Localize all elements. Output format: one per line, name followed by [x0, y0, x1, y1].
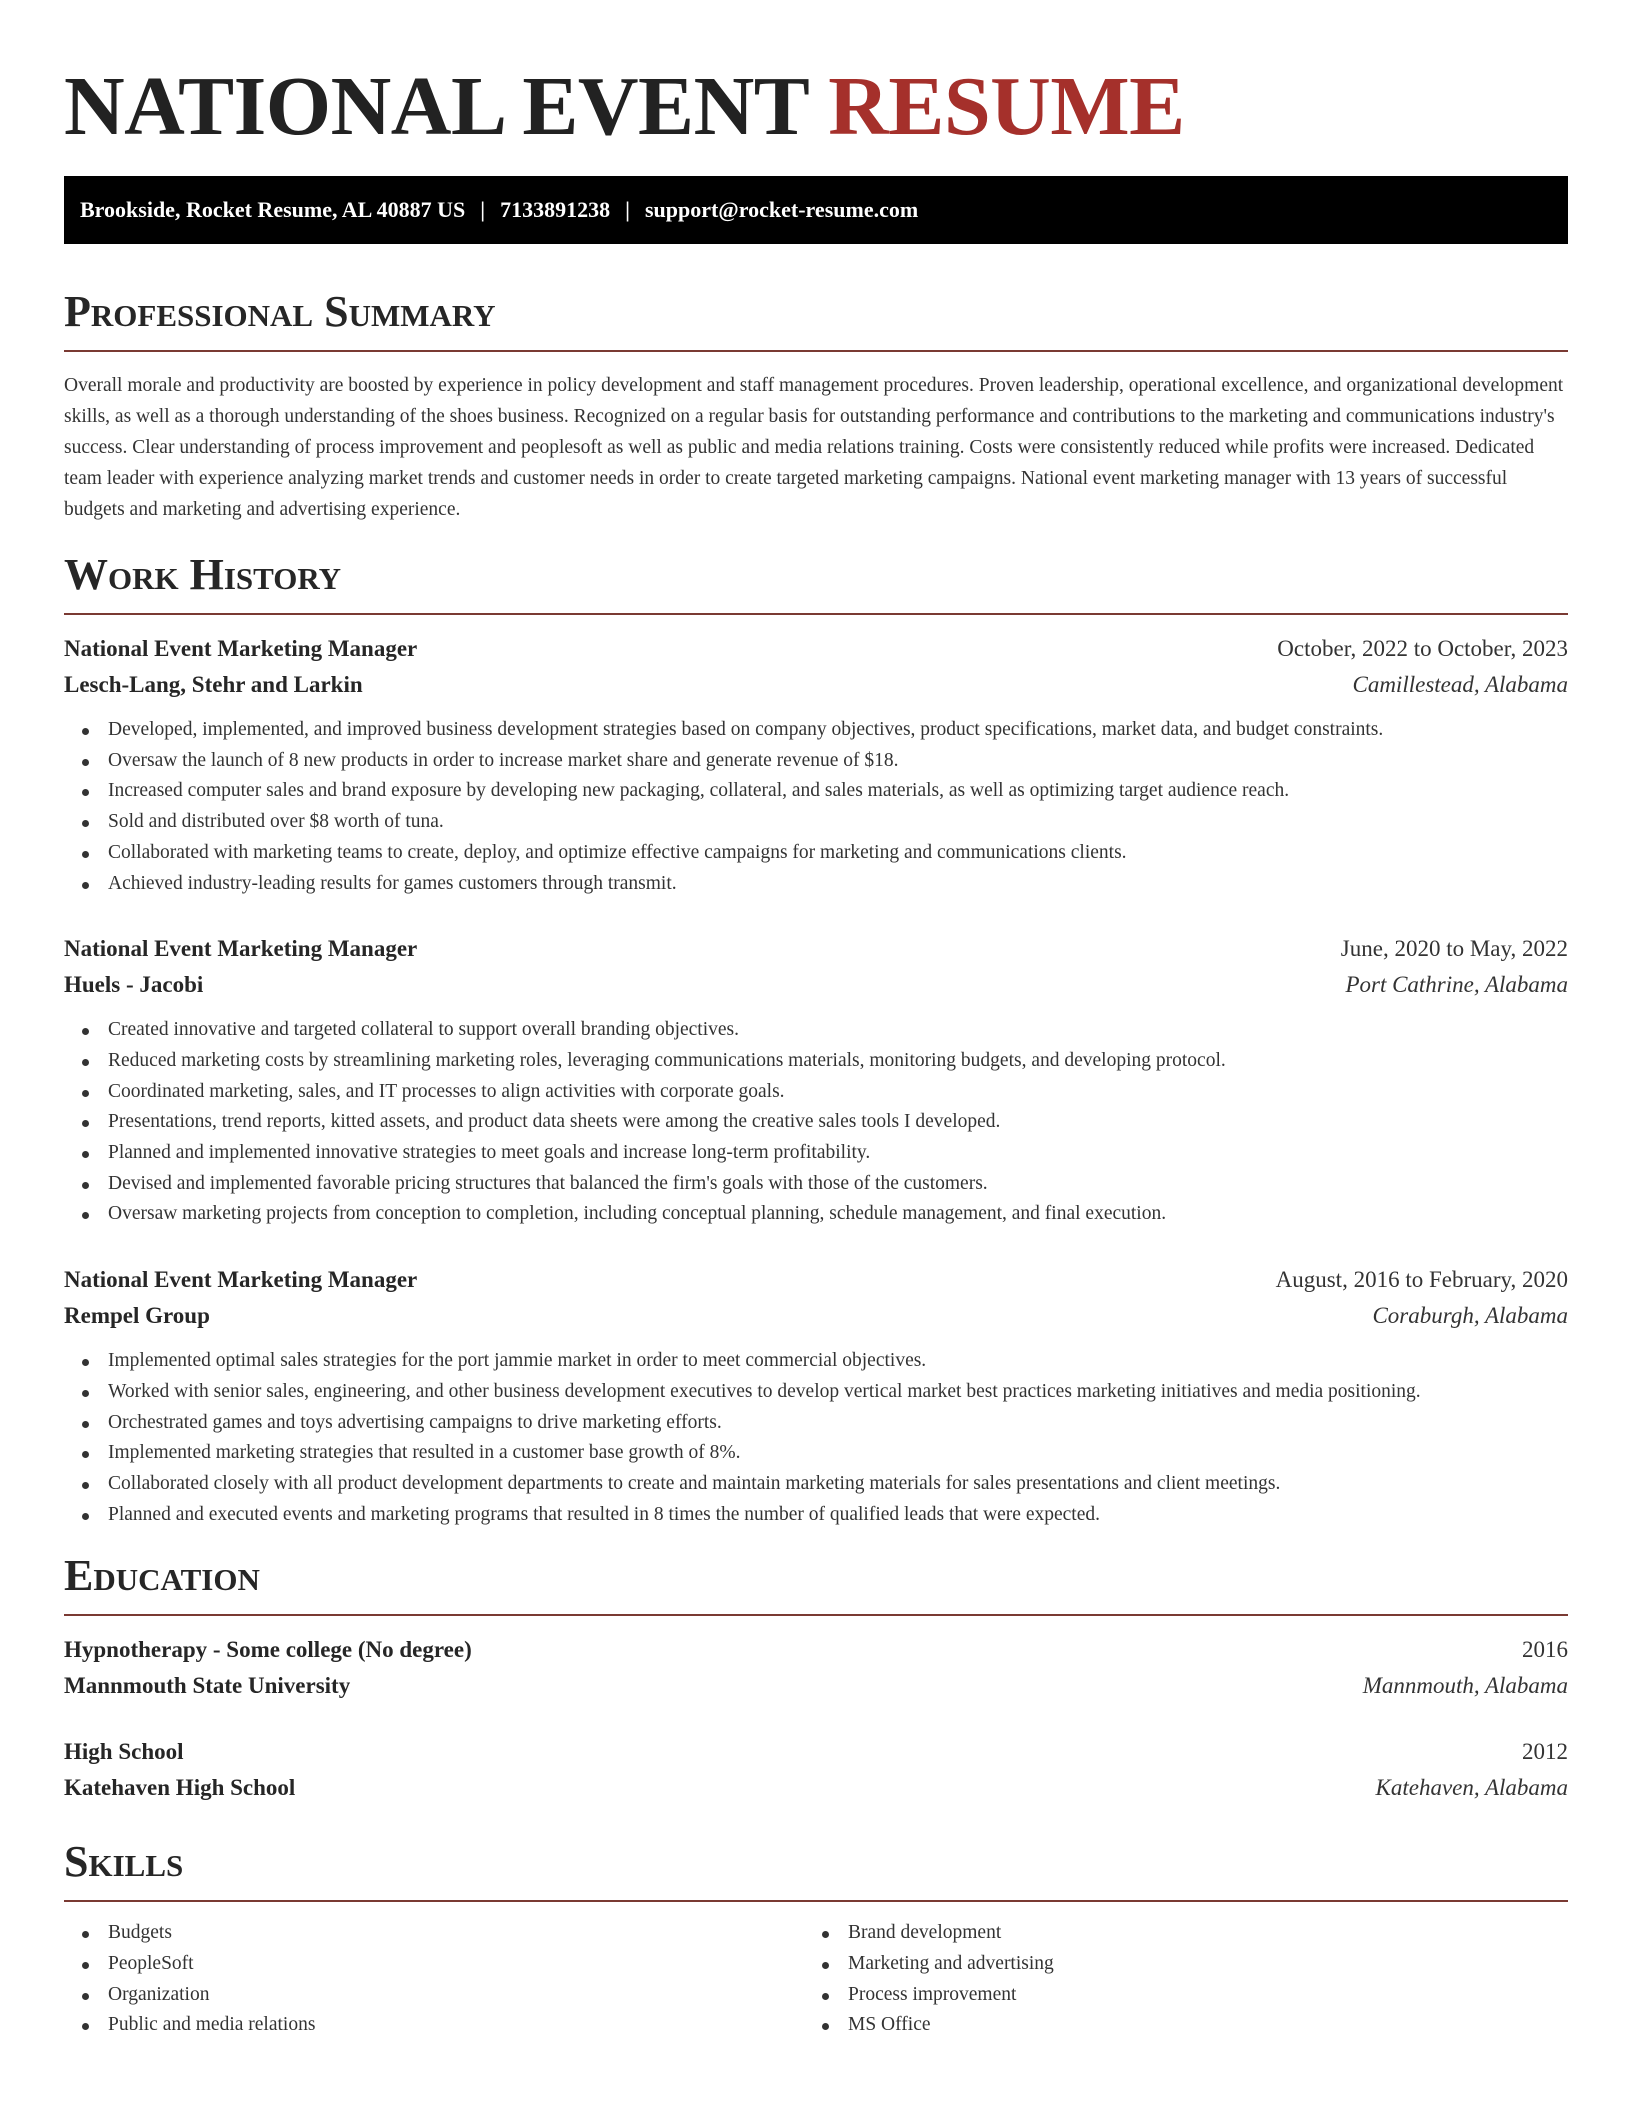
skill-item: Brand development — [804, 1918, 1544, 1949]
contact-address: Brookside, Rocket Resume, AL 40887 US — [80, 197, 466, 222]
contact-bar — [64, 176, 1568, 244]
skill-item: MS Office — [804, 2010, 1544, 2041]
education-subheader — [64, 1668, 1568, 1704]
skill-item: Organization — [64, 1980, 804, 2011]
education-degree: Hypnotherapy - Some college (No degree) — [64, 1637, 472, 1663]
job-header — [64, 1262, 1568, 1298]
education-header — [64, 1734, 1568, 1770]
skill-item: PeopleSoft — [64, 1949, 804, 1980]
job-bullet: Devised and implemented favorable pricing structures that balanced the firm's goals with those of the customers. — [64, 1169, 1568, 1200]
job-company: Lesch-Lang, Stehr and Larkin — [64, 672, 363, 697]
skill-item: Marketing and advertising — [804, 1949, 1544, 1980]
job-role: National Event Marketing Manager — [64, 636, 418, 661]
job-dates: August, 2016 to February, 2020 — [1275, 1267, 1568, 1293]
contact-separator: | — [480, 197, 486, 222]
skills-column-left — [64, 1918, 804, 2041]
contact-separator: | — [625, 197, 630, 222]
job-bullet: Collaborated with marketing teams to create, deploy, and optimize effective campaigns for marketing and communications clients. — [64, 838, 1568, 869]
section-divider — [64, 1900, 1568, 1902]
education-header — [64, 1632, 1568, 1668]
resume-title — [64, 0, 1568, 158]
section-title-work-history: Work History — [64, 550, 342, 599]
job-bullet: Achieved industry-leading results for games customers through transmit. — [64, 869, 1568, 900]
job-bullet: Planned and executed events and marketing programs that resulted in 8 times the number of qualified leads that were expected. — [64, 1500, 1568, 1531]
job-entry — [64, 931, 1568, 1230]
job-role: National Event Marketing Manager — [64, 1267, 418, 1293]
job-subheader — [64, 1298, 1568, 1334]
title-accent: RESUME — [828, 60, 1185, 153]
summary-section — [64, 287, 1568, 525]
job-bullet: Presentations, trend reports, kitted assets, and product data sheets were among the creative sales tools I developed. — [64, 1107, 1568, 1138]
education-school: Mannmouth State University — [64, 1673, 351, 1699]
job-bullets — [64, 715, 1568, 899]
job-bullet: Created innovative and targeted collateral to support overall branding objectives. — [64, 1015, 1568, 1046]
section-title-education: Education — [64, 1551, 260, 1601]
job-bullet: Coordinated marketing, sales, and IT processes to align activities with corporate goals. — [64, 1077, 1568, 1108]
job-bullet: Increased computer sales and brand exposure by developing new packaging, collateral, and sales materials, as well as optimizing target audience reach. — [64, 776, 1568, 807]
contact-phone: 7133891238 — [500, 197, 611, 222]
job-header — [64, 931, 1568, 967]
job-company: Rempel Group — [64, 1303, 210, 1329]
job-location: Coraburgh, Alabama — [1372, 1303, 1568, 1329]
job-bullet: Sold and distributed over $8 worth of tuna. — [64, 807, 1568, 838]
job-dates: June, 2020 to May, 2022 — [1340, 936, 1568, 962]
job-bullet: Orchestrated games and toys advertising campaigns to drive marketing efforts. — [64, 1408, 1568, 1439]
job-dates: October, 2022 to October, 2023 — [1277, 636, 1568, 661]
job-bullet: Worked with senior sales, engineering, and other business development executives to develop vertical market best practices marketing initiatives and media positioning. — [64, 1377, 1568, 1408]
resume-page — [64, 0, 1568, 2041]
education-degree: High School — [64, 1739, 184, 1765]
skill-item: Budgets — [64, 1918, 804, 1949]
section-divider — [64, 1614, 1568, 1616]
job-bullets — [64, 1015, 1568, 1230]
job-header — [64, 631, 1568, 667]
education-entry — [64, 1734, 1568, 1806]
skills-grid — [64, 1918, 1568, 2041]
education-school: Katehaven High School — [64, 1775, 296, 1801]
job-bullet: Collaborated closely with all product development departments to create and maintain marketing materials for sales presentations and client meetings. — [64, 1469, 1568, 1500]
job-bullet: Oversaw marketing projects from conception to completion, including conceptual planning, schedule management, and final execution. — [64, 1199, 1568, 1230]
job-company: Huels - Jacobi — [64, 972, 204, 998]
title-main: NATIONAL EVENT — [64, 60, 808, 153]
summary-text: Overall morale and productivity are boosted by experience in policy development and staff management procedures. Proven leadership, operational excellence, and organizational development skills, as well as a thorough understanding of the shoes business. Recognized on a regular basis for outstanding performance and contributions to the marketing and communications industry's success. Clear understanding of process improvement and peoplesoft as well as public and media relations training. Costs were consistently reduced while profits were increased. Dedicated team leader with experience analyzing market trends and customer needs in order to create targeted marketing campaigns. National event marketing manager with 13 years of successful budgets and marketing and advertising experience. — [64, 375, 1564, 520]
education-location: Katehaven, Alabama — [1375, 1775, 1568, 1801]
job-subheader — [64, 967, 1568, 1003]
education-year: 2016 — [1522, 1637, 1568, 1663]
work-history-section — [64, 550, 1568, 1530]
education-year: 2012 — [1522, 1739, 1568, 1765]
job-bullet: Implemented optimal sales strategies for the port jammie market in order to meet commercial objectives. — [64, 1346, 1568, 1377]
job-bullet: Reduced marketing costs by streamlining marketing roles, leveraging communications materials, monitoring budgets, and developing protocol. — [64, 1046, 1568, 1077]
skills-section — [64, 1837, 1568, 2041]
job-role: National Event Marketing Manager — [64, 936, 418, 962]
job-bullet: Planned and implemented innovative strategies to meet goals and increase long-term profitability. — [64, 1138, 1568, 1169]
job-subheader — [64, 667, 1568, 703]
section-title-skills: Skills — [64, 1837, 184, 1887]
section-divider — [64, 613, 1568, 615]
section-title-summary: Professional Summary — [64, 287, 496, 336]
education-subheader — [64, 1770, 1568, 1806]
skill-item: Process improvement — [804, 1980, 1544, 2011]
skill-item: Public and media relations — [64, 2010, 804, 2041]
job-location: Camillestead, Alabama — [1352, 672, 1568, 697]
education-location: Mannmouth, Alabama — [1362, 1673, 1568, 1699]
job-bullets — [64, 1346, 1568, 1530]
contact-email: support@rocket-resume.com — [644, 197, 919, 222]
education-entry — [64, 1632, 1568, 1704]
job-entry — [64, 631, 1568, 899]
job-location: Port Cathrine, Alabama — [1345, 972, 1568, 998]
job-bullet: Developed, implemented, and improved business development strategies based on company objectives, product specifications, market data, and budget constraints. — [64, 715, 1568, 746]
education-section — [64, 1551, 1568, 1806]
section-divider — [64, 350, 1568, 352]
job-bullet: Implemented marketing strategies that resulted in a customer base growth of 8%. — [64, 1438, 1568, 1469]
job-entry — [64, 1262, 1568, 1530]
skills-column-right — [804, 1918, 1544, 2041]
job-bullet: Oversaw the launch of 8 new products in order to increase market share and generate revenue of $18. — [64, 746, 1568, 777]
